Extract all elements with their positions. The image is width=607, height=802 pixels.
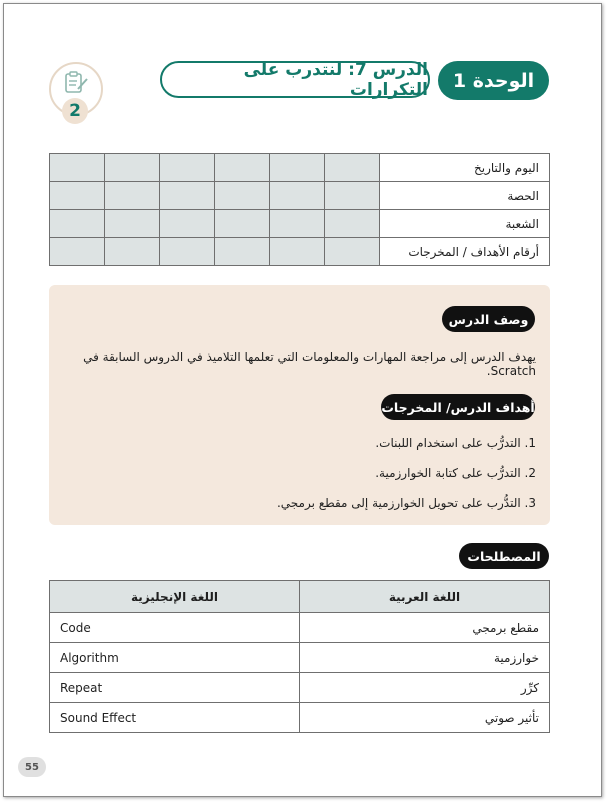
table-header-row xyxy=(50,581,550,613)
schedule-cell[interactable] xyxy=(325,182,380,210)
lesson-info-box xyxy=(49,285,550,525)
schedule-cell[interactable] xyxy=(215,154,270,182)
schedule-cell[interactable] xyxy=(105,238,160,266)
schedule-cell[interactable] xyxy=(215,182,270,210)
schedule-row-label: أرقام الأهداف / المخرجات xyxy=(380,238,550,266)
schedule-cell[interactable] xyxy=(50,154,105,182)
objectives-heading: أهداف الدرس/ المخرجات xyxy=(381,394,535,420)
schedule-cell[interactable] xyxy=(270,238,325,266)
schedule-cell[interactable] xyxy=(160,238,215,266)
schedule-cell[interactable] xyxy=(325,238,380,266)
table-row xyxy=(50,703,550,733)
term-english: Repeat xyxy=(50,673,300,703)
objective-item: 2. التدرُّب على كتابة الخوارزمية. xyxy=(375,466,536,480)
description-text: يهدف الدرس إلى مراجعة المهارات والمعلومات التي تعلمها التلاميذ في الدروس السابقة في Scratch. xyxy=(83,350,536,378)
objective-item: 1. التدرُّب على استخدام اللبنات. xyxy=(375,436,536,450)
schedule-cell[interactable] xyxy=(50,210,105,238)
objective-item: 3. التدُّرب على تحويل الخوارزمية إلى مقطع برمجي. xyxy=(276,496,536,510)
schedule-cell[interactable] xyxy=(215,238,270,266)
schedule-cell[interactable] xyxy=(160,182,215,210)
term-english: Code xyxy=(50,613,300,643)
term-arabic: كرِّر xyxy=(300,673,550,703)
page-number: 55 xyxy=(18,757,46,777)
table-row xyxy=(50,613,550,643)
schedule-row-label: اليوم والتاريخ xyxy=(380,154,550,182)
schedule-cell[interactable] xyxy=(270,154,325,182)
terms-table xyxy=(49,580,550,733)
description-heading: وصف الدرس xyxy=(442,306,535,332)
schedule-cell[interactable] xyxy=(325,210,380,238)
term-arabic: تأثير صوتي xyxy=(300,703,550,733)
lesson-title: الدرس 7: لنتدرب على التكرارات xyxy=(160,61,430,98)
terms-heading: المصطلحات xyxy=(459,543,549,569)
schedule-table xyxy=(49,153,550,266)
schedule-cell[interactable] xyxy=(160,154,215,182)
schedule-cell[interactable] xyxy=(215,210,270,238)
schedule-cell[interactable] xyxy=(50,182,105,210)
schedule-cell[interactable] xyxy=(325,154,380,182)
schedule-cell[interactable] xyxy=(50,238,105,266)
column-header-english: اللغة الإنجليزية xyxy=(50,581,300,613)
schedule-cell[interactable] xyxy=(105,210,160,238)
table-row xyxy=(50,154,550,182)
table-row xyxy=(50,210,550,238)
schedule-cell[interactable] xyxy=(160,210,215,238)
table-row xyxy=(50,182,550,210)
worksheet-pencil-icon xyxy=(64,71,90,95)
schedule-cell[interactable] xyxy=(105,154,160,182)
table-row xyxy=(50,673,550,703)
term-english: Sound Effect xyxy=(50,703,300,733)
unit-label: الوحدة 1 xyxy=(438,61,549,100)
schedule-cell[interactable] xyxy=(270,182,325,210)
schedule-cell[interactable] xyxy=(270,210,325,238)
schedule-row-label: الحصة xyxy=(380,182,550,210)
term-arabic: مقطع برمجي xyxy=(300,613,550,643)
badge-number: 2 xyxy=(62,98,88,124)
table-row xyxy=(50,643,550,673)
term-english: Algorithm xyxy=(50,643,300,673)
column-header-arabic: اللغة العربية xyxy=(300,581,550,613)
schedule-row-label: الشعبة xyxy=(380,210,550,238)
schedule-cell[interactable] xyxy=(105,182,160,210)
table-row xyxy=(50,238,550,266)
term-arabic: خوارزمية xyxy=(300,643,550,673)
